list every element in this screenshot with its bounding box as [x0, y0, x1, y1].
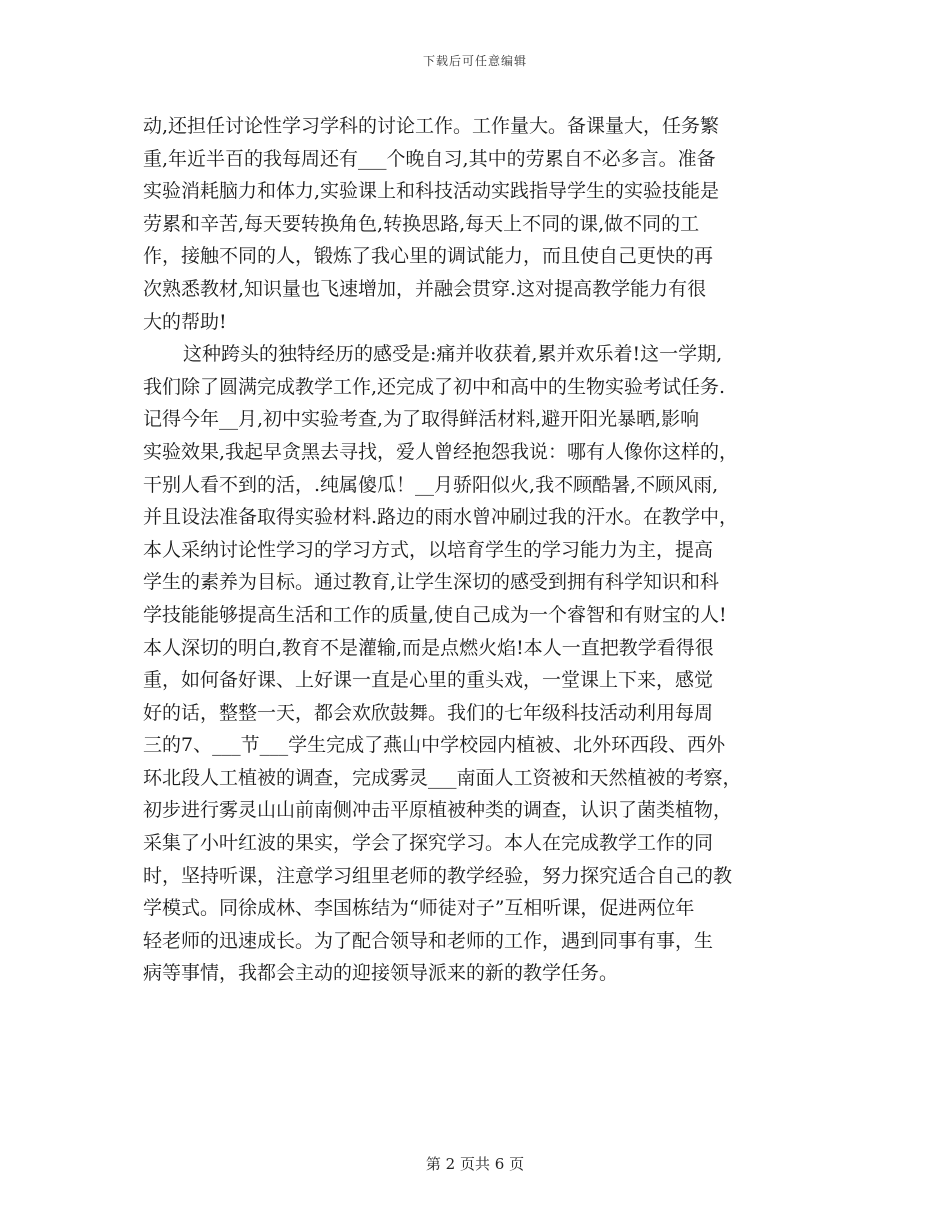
text-line: 重，如何备好课、上好课一直是心里的重头戏，一堂课上下来，感觉 [143, 669, 714, 692]
text-line: 时，坚持听课，注意学习组里老师的教学经验，努力探究适合自己的教 [143, 864, 733, 887]
text-line: 实验效果,我起早贪黑去寻找，爱人曾经抱怨我说：哪有人像你这样的， [143, 440, 739, 463]
text-line: 采集了小叶红波的果实，学会了探究学习。本人在完成教学工作的同 [143, 832, 714, 855]
text-line: 三的7、___节___学生完成了燕山中学校园内植被、北外环西段、西外 [143, 734, 726, 757]
document-body [143, 110, 833, 990]
text-line: 好的话，整整一天，都会欢欣鼓舞。我们的七年级科技活动利用每周 [143, 701, 714, 724]
text-line: 次熟悉教材,知识量也飞速增加，并融会贯穿.这对提高教学能力有很 [143, 277, 707, 300]
text-line: 学技能能够提高生活和工作的质量,使自己成为一个睿智和有财宝的人! [143, 603, 727, 626]
text-line: 学生的素养为目标。通过教育,让学生深切的感受到拥有科学知识和科 [143, 571, 720, 594]
text-line: 重,年近半百的我每周还有___个晚自习,其中的劳累自不必多言。准备 [143, 147, 716, 170]
text-line: 动,还担任讨论性学习学科的讨论工作。工作量大。备课量大，任务繁 [143, 115, 720, 137]
paragraph-first-line: 这种跨头的独特经历的感受是:痛并收获着,累并欢乐着!这一学期, [183, 343, 723, 366]
text-line: 劳累和辛苦,每天要转换角色,转换思路,每天上不同的课,做不同的工 [143, 212, 700, 235]
text-line: 轻老师的迅速成长。为了配合领导和老师的工作，遇到同事有事，生 [143, 929, 714, 952]
text-line: 本人深切的明白,教育不是灌输,而是点燃火焰!本人一直把教学看得很 [143, 636, 714, 659]
page-header: 下载后可任意编辑 [422, 54, 527, 68]
text-line: 实验消耗脑力和体力,实验课上和科技活动实践指导学生的实验技能是 [143, 180, 720, 203]
text-line: 作，接触不同的人，锻炼了我心里的调试能力，而且使自己更快的再 [143, 245, 714, 268]
text-line: 我们除了圆满完成教学工作,还完成了初中和高中的生物实验考试任务. [143, 375, 726, 398]
text-line: 干别人看不到的活，.纯属傻瓜！__月骄阳似火,我不顾酷暑,不顾风雨, [143, 473, 719, 496]
text-line: 并且设法准备取得实验材料.路边的雨水曾冲刷过我的汗水。在教学中， [143, 506, 739, 529]
text-line: 初步进行雾灵山山前南侧冲击平原植被种类的调查，认识了菌类植物， [143, 799, 733, 822]
page-number-footer: 第 2 页共 6 页 [425, 1155, 525, 1173]
text-line: 环北段人工植被的调查，完成雾灵___南面人工资被和天然植被的考察， [143, 766, 742, 789]
text-line: 本人采纳讨论性学习的学习方式，以培育学生的学习能力为主，提高 [143, 538, 714, 561]
text-line: 大的帮助! [143, 310, 227, 333]
text-line: 学模式。同徐成林、李国栋结为“师徒对子”互相听课，促进两位年 [143, 897, 695, 920]
text-line: 记得今年__月,初中实验考查,为了取得鲜活材料,避开阳光暴晒,影响 [143, 408, 700, 431]
text-line: 病等事情，我都会主动的迎接领导派来的新的教学任务。 [143, 962, 619, 985]
